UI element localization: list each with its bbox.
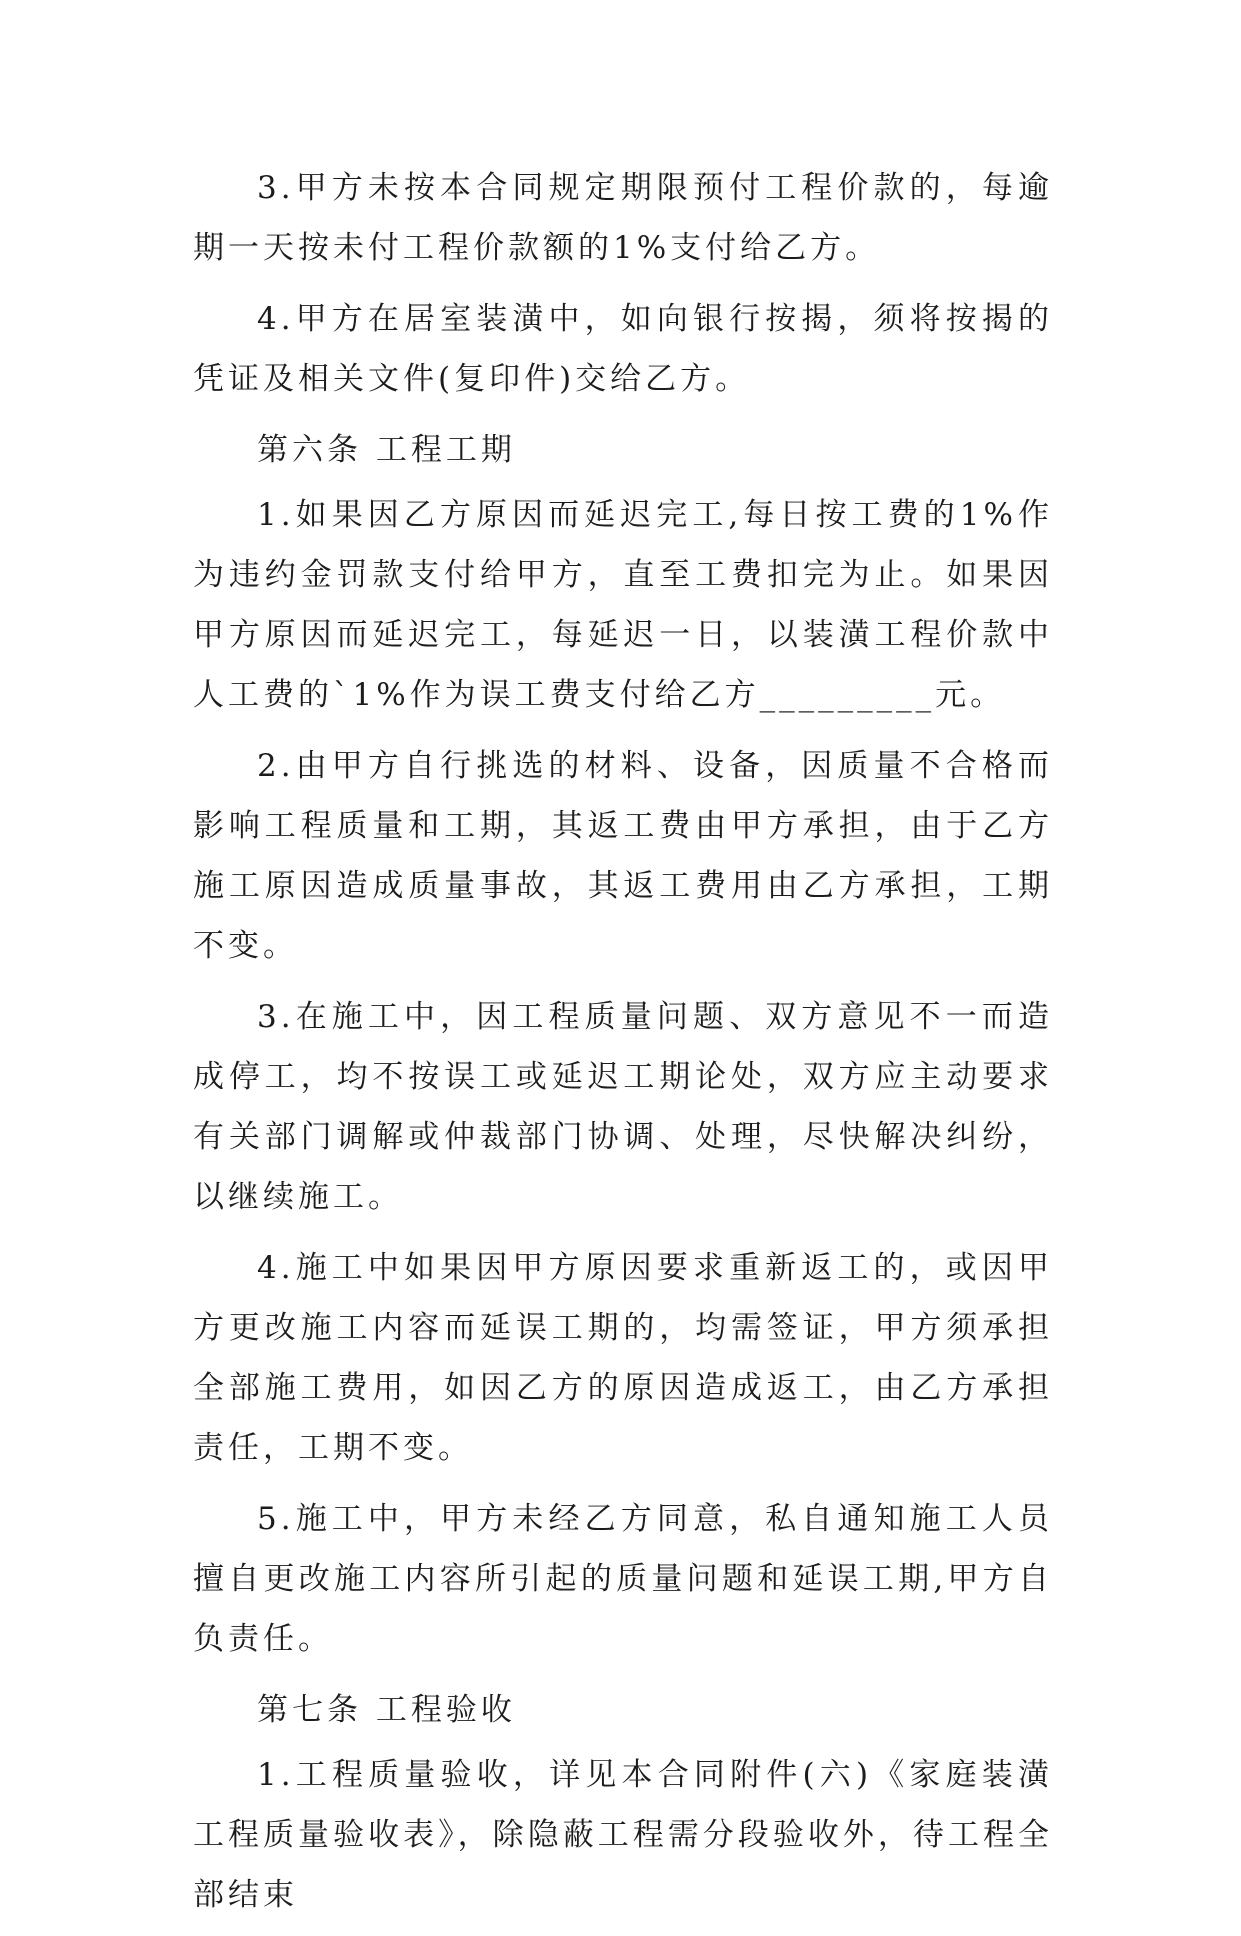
- clause-paragraph: 1.工程质量验收，详见本合同附件(六)《家庭装潢工程质量验收表》，除隐蔽工程需分段验收外，待工程全部结束: [193, 1757, 1053, 1913]
- clause-paragraph: 3.在施工中，因工程质量问题、双方意见不一而造成停工，均不按误工或延迟工期论处，双方应主动要求有关部门调解或仲裁部门协调、处理，尽快解决纠纷，以继续施工。: [193, 999, 1053, 1215]
- article-heading: 第七条 工程验收: [257, 1692, 516, 1728]
- clause-paragraph: 4.甲方在居室装潢中，如向银行按揭，须将按揭的凭证及相关文件(复印件)交给乙方。: [193, 301, 1053, 397]
- clause-paragraph: 4.施工中如果因甲方原因要求重新返工的，或因甲方更改施工内容而延误工期的，均需签证，甲方须承担全部施工费用，如因乙方的原因造成返工，由乙方承担责任，工期不变。: [193, 1250, 1053, 1466]
- document-body: [193, 158, 1053, 1936]
- article-heading: 第六条 工程工期: [257, 432, 516, 468]
- clause-paragraph: 5.施工中，甲方未经乙方同意，私自通知施工人员擅自更改施工内容所引起的质量问题和延误工期,甲方自负责任。: [193, 1501, 1053, 1657]
- clause-paragraph: 2.由甲方自行挑选的材料、设备，因质量不合格而影响工程质量和工期，其返工费由甲方承担，由于乙方施工原因造成质量事故，其返工费用由乙方承担，工期不变。: [193, 748, 1053, 964]
- clause-paragraph: 1.如果因乙方原因而延迟完工,每日按工费的1%作为违约金罚款支付给甲方，直至工费扣完为止。如果因甲方原因而延迟完工，每延迟一日，以装潢工程价款中人工费的`1%作为误工费支付给乙方_________元。: [193, 497, 1053, 713]
- clause-paragraph: 3.甲方未按本合同规定期限预付工程价款的，每逾期一天按未付工程价款额的1%支付给乙方。: [193, 170, 1053, 266]
